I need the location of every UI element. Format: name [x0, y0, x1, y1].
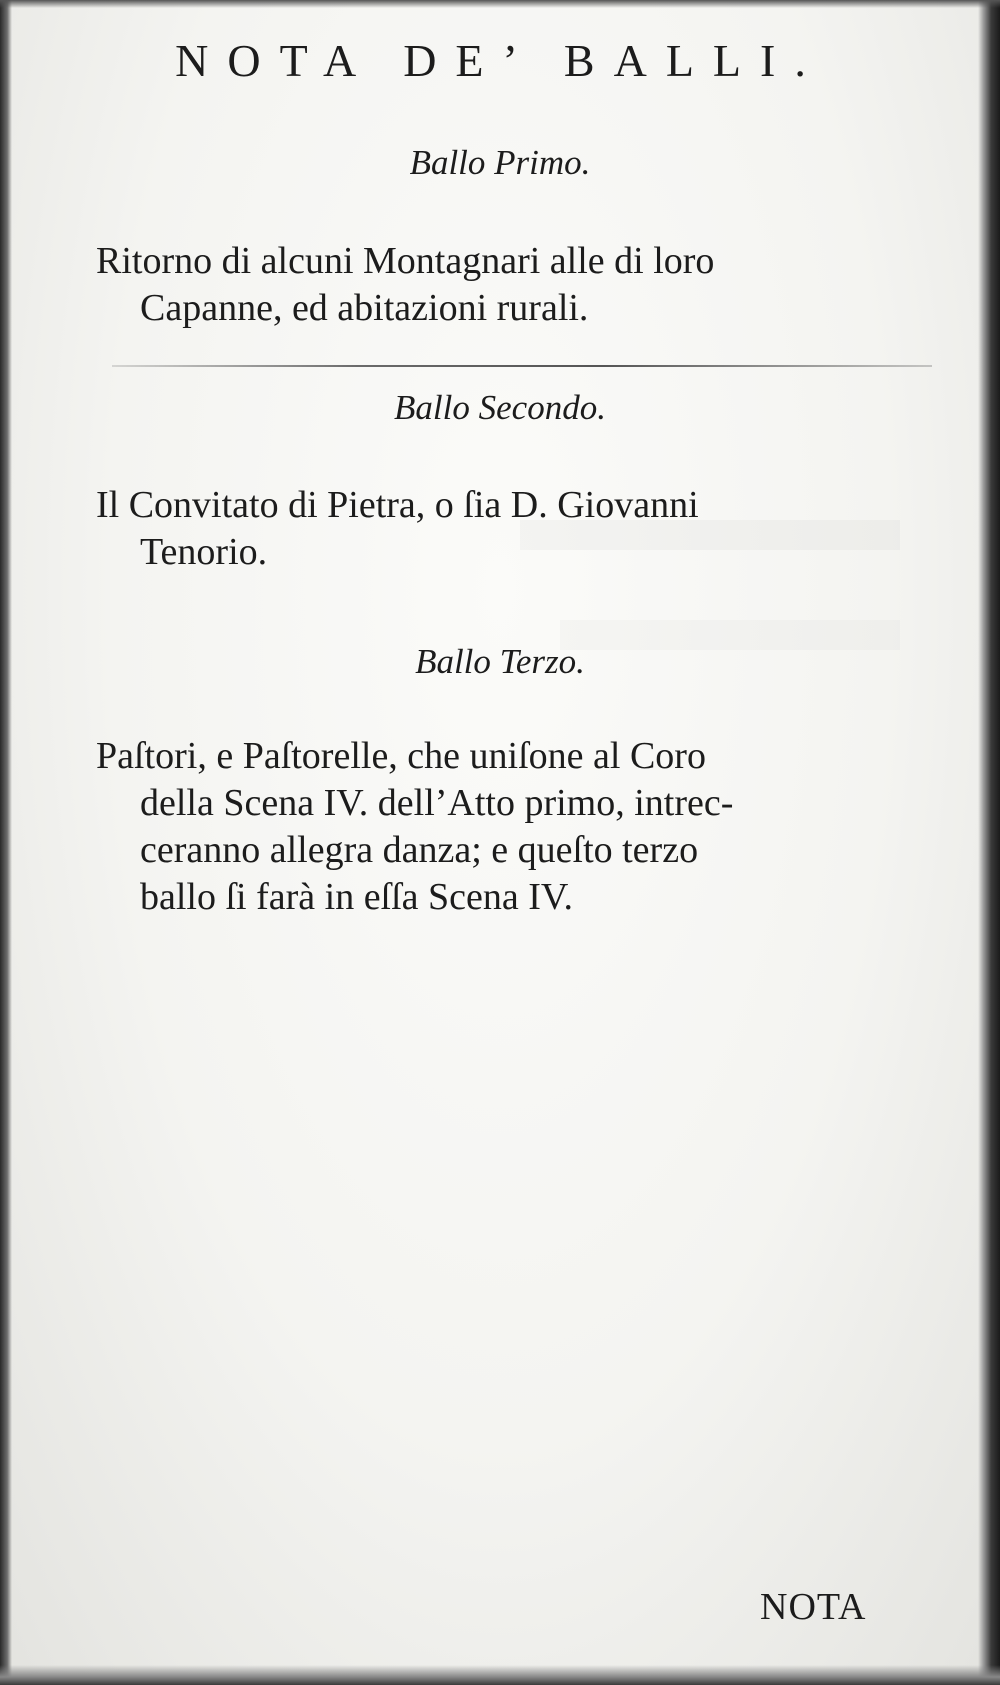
binding-edge-left: [0, 0, 12, 1685]
text-line: Paſtori, e Paſtorelle, che uniſone al Coro: [96, 735, 706, 777]
catchword: NOTA: [760, 1586, 867, 1628]
text-line: ceranno allegra danza; e queſto terzo: [140, 829, 699, 871]
page-edge-top: [0, 0, 1000, 8]
section-heading-terzo: Ballo Terzo.: [415, 642, 585, 681]
text-line: Tenorio.: [140, 531, 268, 573]
page-edge-bottom: [0, 1665, 1000, 1685]
page-title: NOTA DE’ BALLI.: [175, 35, 825, 86]
section-heading-secondo: Ballo Secondo.: [394, 388, 606, 427]
text-line: della Scena IV. dell’Atto primo, intrec-: [140, 782, 734, 824]
section-text-primo: [96, 238, 946, 332]
binding-edge-right: [978, 0, 1000, 1685]
text-line: Capanne, ed abitazioni rurali.: [140, 287, 589, 329]
text-line: ballo ſi farà in eſſa Scena IV.: [140, 876, 573, 918]
section-divider: [112, 365, 932, 367]
section-heading-primo: Ballo Primo.: [409, 143, 591, 182]
section-text-terzo: [96, 733, 946, 921]
text-line: Il Convitato di Pietra, o ſia D. Giovanni: [96, 484, 699, 526]
text-line: Ritorno di alcuni Montagnari alle di loro: [96, 240, 715, 282]
section-text-secondo: [96, 482, 946, 576]
